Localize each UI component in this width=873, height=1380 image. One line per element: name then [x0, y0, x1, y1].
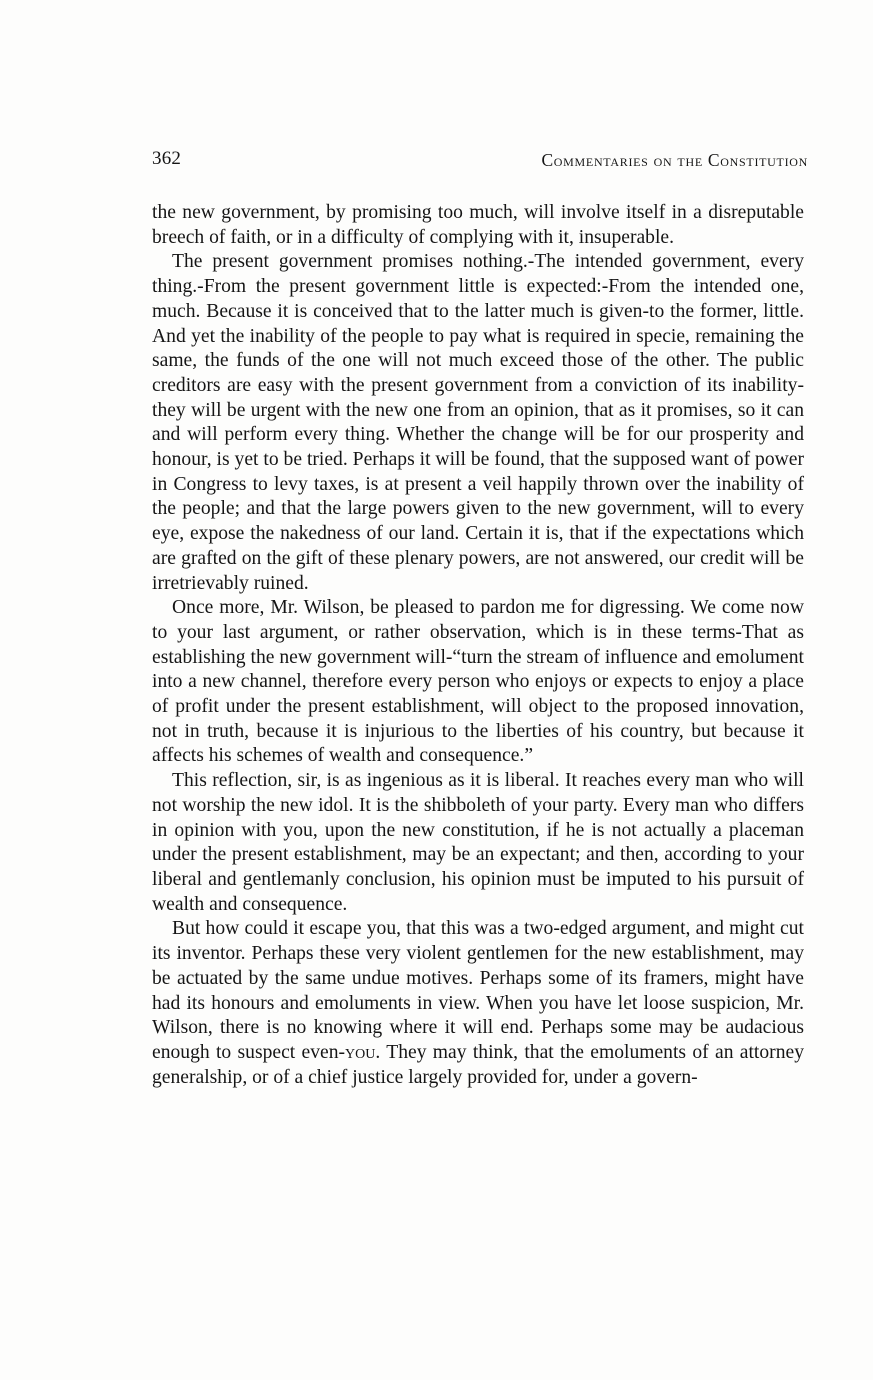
- running-head-title: Commentaries on the Constitution: [541, 150, 808, 170]
- paragraph: [152, 917, 804, 1090]
- paragraph-text: But how could it escape you, that this was a two-edged argument, and might cut its inventor. Perhaps these very violent gentlemen for the new establishment, may be actuated by the same undue motives. Perhaps some of its framers, might have had its honours and emoluments in view. When you have let loose suspicion, Mr. Wilson, there is no knowing where it will end. Perhaps some may be audacious enough to suspect even-: [152, 918, 804, 1063]
- paragraph-text: . They may think, that the emoluments of an attorney generalship, or of a chief justice largely provided for, under a govern-: [152, 1041, 804, 1088]
- paragraph: The present government promises nothing.-The intended government, every thing.-From the present government little is expected:-From the intended one, much. Because it is conceived that to the latter much is given-to the former, little. And yet the inability of the people to pay what is required in specie, remaining the same, the funds of the one will not much exceed those of the other. The public creditors are easy with the present government from a conviction of its inability-they will be urgent with the new one from an opinion, that as it promises, so it can and will perform every thing. Whether the change will be for our prosperity and honour, is yet to be tried. Perhaps it will be found, that the supposed want of power in Congress to levy taxes, is at present a veil happily thrown over the inability of the people; and that the large powers given to the new government, will to every eye, expose the nakedness of our land. Certain it is, that if the expectations which are grafted on the gift of these plenary powers, are not answered, our credit will be irretrievably ruined.: [152, 251, 804, 594]
- emphasis-you: you: [345, 1041, 376, 1063]
- paragraph-continued: the new government, by promising too much, will involve itself in a disreputable breech of faith, or in a difficulty of complying with it, insuperable.: [152, 202, 804, 248]
- running-head: [152, 148, 810, 174]
- body-text: [152, 201, 804, 1090]
- page-number: 362: [152, 148, 182, 169]
- paragraph: Once more, Mr. Wilson, be pleased to pardon me for digressing. We come now to your last argument, or rather observation, which is in these terms-That as establishing the new government will-“turn the stream of influence and emolument into a new channel, therefore every person who enjoys or expects to enjoy a place of profit under the present establishment, will object to the proposed innovation, not in truth, because it is injurious to the liberties of his country, but because it affects his schemes of wealth and consequence.”: [152, 597, 804, 767]
- paragraph: This reflection, sir, is as ingenious as it is liberal. It reaches every man who will not worship the new idol. It is the shibboleth of your party. Every man who differs in opinion with you, upon the new constitution, if he is not actually a placeman under the present establishment, may be an expectant; and then, according to your liberal and gentlemanly conclusion, his opinion must be imputed to his pursuit of wealth and consequence.: [152, 770, 804, 915]
